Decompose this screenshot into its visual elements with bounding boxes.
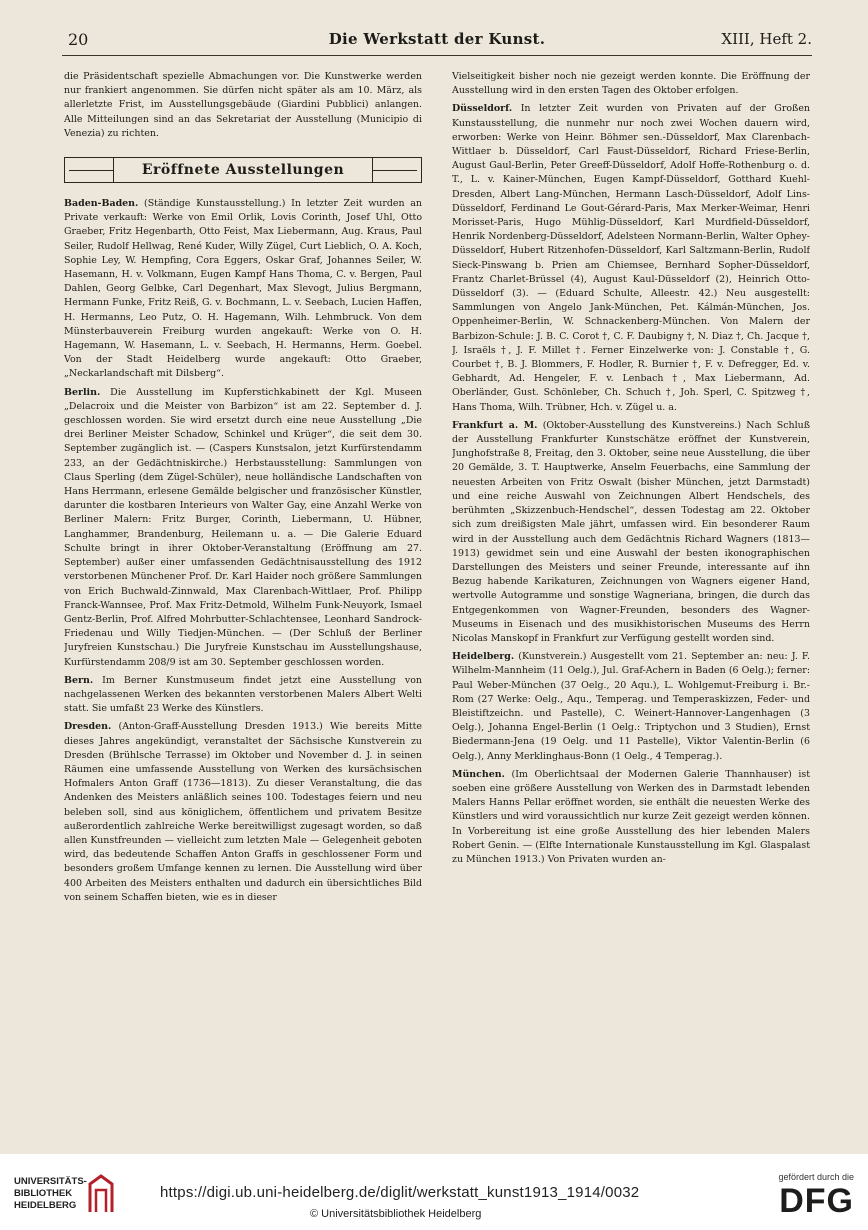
entry-head: München.: [452, 768, 505, 780]
permalink-url[interactable]: https://digi.ub.uni-heidelberg.de/diglit/werkstatt_kunst1913_1914/0032: [160, 1184, 640, 1201]
right-column: [452, 70, 810, 1142]
page-number: 20: [68, 30, 89, 49]
entry-dresden: [64, 720, 422, 905]
page-header: [62, 30, 812, 52]
entry-text: (Oktober-Ausstellung des Kunstvereins.) Nach Schluß der Ausstellung Frankfurter Kunstschätze eröffnet der Kunstverein, Junghofstraße 8, Freitag, den 3. Oktober, seine neue Ausstellung, die über 20 Gemälde, 3. T. Hauptwerke, Anselm Feuerbachs, eine Sammlung der neuesten Arbeiten von Fritz Oswalt (bisher München, jetzt Darmstadt) und eine reiche Auswahl von Zeichnungen Albert Hendschels, des berühmten „Skizzenbuch-Hendschel“, dessen Todestag am 22. Oktober sich zum dreißigsten Male jährt, umfassen wird. Ein besonderer Raum wird in der Ausstellung auch dem Gedächtnis Richard Wagners (1813—1913) gewidmet sein und eine Auswahl der besten ikonographischen Darstellungen des Meisters und seiner Freunde, interessante auf ihn Bezug habende Karikaturen, Zeichnungen von Wagners eigener Hand, wertvolle Autogramme und sonstige Wagneriana, bringen, die durch das Entgegenkommen von Wagner-Freunden, besonders des Wagner-Museums in Eisenach und des musikhistorischen Museums des Herrn Nicolas Manskopf in Frankfurt zur Verfügung gestellt worden sind.: [452, 419, 810, 644]
left-column: [64, 70, 422, 1142]
copyright-notice: © Universitätsbibliothek Heidelberg: [310, 1208, 482, 1220]
dfg-logo: DFG: [779, 1182, 854, 1220]
logo-line: BIBLIOTHEK: [14, 1188, 73, 1199]
entry-text: (Kunstverein.) Ausgestellt vom 21. September an: neu: J. F. Wilhelm-Mannheim (11 Oelg.), Jul. Graf-Achern in Baden (6 Oelg.); ferner: Paul Weber-München (37 Oelg., 20 Aqu.), L. Wohlgemut-Freiburg i. Br.-Rom (27 Werke: Oelg., Aqu., Temperag. und Temperaskizzen, Feder- und Bleistiftzeichn. und Pastelle), C. Weinert-Hannover-Langenhagen (3 Oelg.), Johanna Engel-Berlin (1 Oelg.: Triptychon und 3 Studien), Ernst Biedermann-Jena (19 Oelg. und 11 Pastelle), Viktor Valentin-Berlin (6 Oelg.), Anny Merklinghaus-Bonn (1 Oelg., 4 Temperag.).: [452, 651, 810, 762]
entry-berlin: [64, 386, 422, 670]
logo-line: UNIVERSITÄTS-: [14, 1176, 87, 1187]
right-intro-paragraph: Vielseitigkeit bisher noch nie gezeigt werden konnte. Die Eröffnung der Ausstellung wird in den ersten Tagen des Oktober erfolgen.: [452, 71, 810, 97]
issue-label: XIII, Heft 2.: [721, 30, 812, 48]
funding-caption: gefördert durch die: [778, 1172, 854, 1182]
viewer-footer: [0, 1154, 868, 1230]
entry-duesseldorf: [452, 102, 810, 414]
section-title: Eröffnete Ausstellungen: [141, 162, 345, 179]
entry-heidelberg: [452, 650, 810, 764]
entry-head: Frankfurt a. M.: [452, 419, 538, 431]
left-intro-paragraph: die Präsidentschaft spezielle Abmachungen vor. Die Kunstwerke werden nur frankiert angenommen. Sie dürfen nicht später als am 10. März, als allerletzte Frist, im Ausstellungsgebäude (Giardini Pubblici) anlangen. Alle Mitteilungen sind an das Sekretariat der Ausstellung (Municipio di Venezia) zu richten.: [64, 71, 422, 139]
entry-frankfurt: [452, 419, 810, 646]
entry-text: (Anton-Graff-Ausstellung Dresden 1913.) Wie bereits Mitte dieses Jahres angekündigt, veranstaltet der Sächsische Kunstverein zu Dresden (Brühlsche Terrasse) im Oktober und November d. J. in seinen Räumen eine umfassende Ausstellung von Werken des kursächsischen Hofmalers Anton Graff (1736—1813). Zu dieser Veranstaltung, die das Andenken des Meisters anläßlich seines 100. Todestages feiern und neu beleben soll, sind aus königlichem, öffentlichem und privatem Besitze außerordentlich zahlreiche Werke bereitwilligst zugesagt worden, so daß allen Kunstfreunden — vielleicht zum letzten Male — Gelegenheit geboten wird, das bedeutende Schaffen Anton Graffs in geschlossener Form und besonders großem Umfange kennen zu lernen. Die Ausstellung wird über 400 Arbeiten des Meisters enthalten und dadurch ein übersichtliches Bild von seinem Schaffen bieten, wie es in dieser: [64, 721, 422, 903]
logo-line: HEIDELBERG: [14, 1200, 77, 1211]
running-title: Die Werkstatt der Kunst.: [328, 30, 546, 48]
entry-text: Die Ausstellung im Kupferstichkabinett der Kgl. Museen „Delacroix und die Meister von Barbizon“ ist am 22. September d. J. geschlossen worden. Sie wird ersetzt durch eine neue Ausstellung „Die drei Berliner Meister Schadow, Schinkel und Krüger“, die seit dem 30. September zugänglich ist. — (Caspers Kunstsalon, jetzt Kurfürstendamm 233, an der Gedächtniskirche.) Herbstausstellung: Sammlungen von Claus Sperling (dem Zügel-Schüler), neue holländische Landschaften von Hans Herrmann, erlesene Gemälde belgischer und französischer Künstler, darunter die kostbaren Interieurs von Walter Gay, eine Anzahl Werke von Berliner Malern: Fritz Burger, Corinth, Liebermann, U. Hübner, Langhammer, Brandenburg, Heilemann u. a. — Die Galerie Eduard Schulte bringt in ihrer Oktober-Veranstaltung (Eröffnung am 27. September) außer einer umfassenden Gedächtnisausstellung des 1912 verstorbenen Münchener Prof. Dr. Karl Haider noch größere Sammlungen von Erich Buchwald-Zinnwald, Max Clarenbach-Wittlaer, Prof. Philipp Franck-Wannsee, Prof. Max Fritz-Detmold, Wilhelm Funk-Neuyork, Ismael Gentz-Berlin, Prof. Alfred Mohrbutter-Schlachtensee, Leonhard Sandrock-Friedenau und Willy Tiedjen-München. — (Der Schluß der Berliner Juryfreien Kunstschau.) Die Juryfreie Kunstschau im Ausstellungshause, Kurfürstendamm 208/9 ist am 30. September geschlossen worden.: [64, 386, 422, 668]
entry-text: (Ständige Kunstausstellung.) In letzter Zeit wurden an Private verkauft: Werke von Emil Orlik, Lovis Corinth, Josef Uhl, Otto Graeber, Fritz Hegenbarth, Otto Feist, Max Liebermann, Aug. Kraus, Paul Seiler, Rudolf Hellwag, René Kuder, Willy Zügel, Curt Lieblich, O. A. Koch, Sophie Ley, W. Hempfing, Cora Eggers, Oskar Graf, Johannes Seiler, W. Hasemann, H. v. Volkmann, Eugen Kampf Hans Thoma, C. v. Bergen, Paul Dahlen, Georg Gelbke, Carl Degenhart, Max Slevogt, Julius Bergmann, Hermann Funke, Fritz Reiß, G. v. Bochmann, L. v. Seebach, Lucien Haffen, H. Hermanns, Leo Putz, O. H. Hagemann, Wilh. Lehmbruck. Von dem Münsterbauverein Freiburg wurden angekauft: Werke von O. H. Hagemann, W. Hasemann, L. v. Seebach, H. Hermanns, Herm. Goebel. Von der Stadt Heidelberg wurde angekauft: Otto Graeber, „Neckarlandschaft mit Dilsberg“.: [64, 198, 422, 380]
entry-head: Heidelberg.: [452, 651, 515, 663]
library-logo-icon: [86, 1174, 116, 1214]
header-divider: [62, 55, 812, 56]
entry-head: Bern.: [64, 674, 94, 686]
entry-text: Im Berner Kunstmuseum findet jetzt eine Ausstellung von nachgelassenen Werken des bekannten verstorbenen Malers Albert Welti statt. Sie umfaßt 23 Werke des Künstlers.: [64, 674, 422, 715]
entry-muenchen: [452, 768, 810, 867]
entry-text: (Im Oberlichtsaal der Modernen Galerie Thannhauser) ist soeben eine größere Ausstellung von Werken des in Darmstadt lebenden Malers Hanns Pellar eröffnet worden, sie enthält die neuesten Werke des Künstlers und wird voraussichtlich nur kurze Zeit gezeigt werden können. In Vorbereitung ist eine große Ausstellung des hier lebenden Malers Robert Genin. — (Elfte Internationale Kunstausstellung im Kgl. Glaspalast zu München 1913.) Von Privaten wurden an-: [452, 768, 810, 865]
entry-bern: [64, 674, 422, 717]
entry-head: Berlin.: [64, 386, 101, 398]
entry-head: Düsseldorf.: [452, 103, 513, 115]
entry-head: Dresden.: [64, 721, 112, 733]
entry-baden-baden: [64, 197, 422, 382]
entry-text: In letzter Zeit wurden von Privaten auf der Großen Kunstausstellung, die nunmehr nur noch zwei Wochen dauern wird, erworben: Werke von Heinr. Böhmer sen.-Düsseldorf, Max Clarenbach-Wittlaer b. Düsseldorf, Carl Faust-Düsseldorf, Richard Friese-Berlin, August Gaul-Berlin, Peter Greeff-Düsseldorf, Adolf Hoffe-Rothenburg o. d. T., L. v. Kainer-München, Eugen Kampf-Düsseldorf, Gotthard Kuehl-Dresden, Albert Lang-München, Hermann Lasch-Düsseldorf, Adolf Lins-Düsseldorf, Ferdinand Le Gout-Gérard-Paris, Max Merker-Weimar, Henri Morisset-Paris, Hugo Mühlig-Düsseldorf, Karl Murdfield-Düsseldorf, Henrik Nordenberg-Düsseldorf, Adelsteen Normann-Berlin, Walter Ophey-Düsseldorf, Hubert Ritzenhofen-Düsseldorf, Karl Saltzmann-Berlin, Rudolf Sieck-Pinswang b. Prien am Chiemsee, Bernhard Sopher-Düsseldorf, Frantz Charlet-Brüssel (4), August Kaul-Düsseldorf (2), Heinrich Otto-Düsseldorf (3). — (Eduard Schulte, Alleestr. 42.) Neu ausgestellt: Sammlungen von Angelo Jank-München, Pet. Kálmán-München, Jos. Oppenheimer-Berlin, W. Schnackenberg-München. Von Malern der Barbizon-Schule: J. B. C. Corot †, C. F. Daubigny †, N. Diaz †, Ch. Jacque †, J. Israëls †, J. F. Millet †. Ferner Einzelwerke von: J. Constable †, G. Courbet †, B. J. Blommers, F. Hodler, R. Burnier †, F. v. Defregger, Ed. v. Gebhardt, Ad. Hengeler, F. v. Lenbach †, Max Liebermann, Ad. Oberländer, Gust. Schönleber, Ch. Schuch †, Joh. Sperl, C. Spitzweg †, Hans Thoma, Wilh. Trübner, Hch. v. Zügel u. a.: [452, 103, 810, 413]
library-logo-text: [14, 1176, 87, 1212]
entry-head: Baden-Baden.: [64, 198, 139, 210]
section-heading-box: [64, 157, 422, 183]
